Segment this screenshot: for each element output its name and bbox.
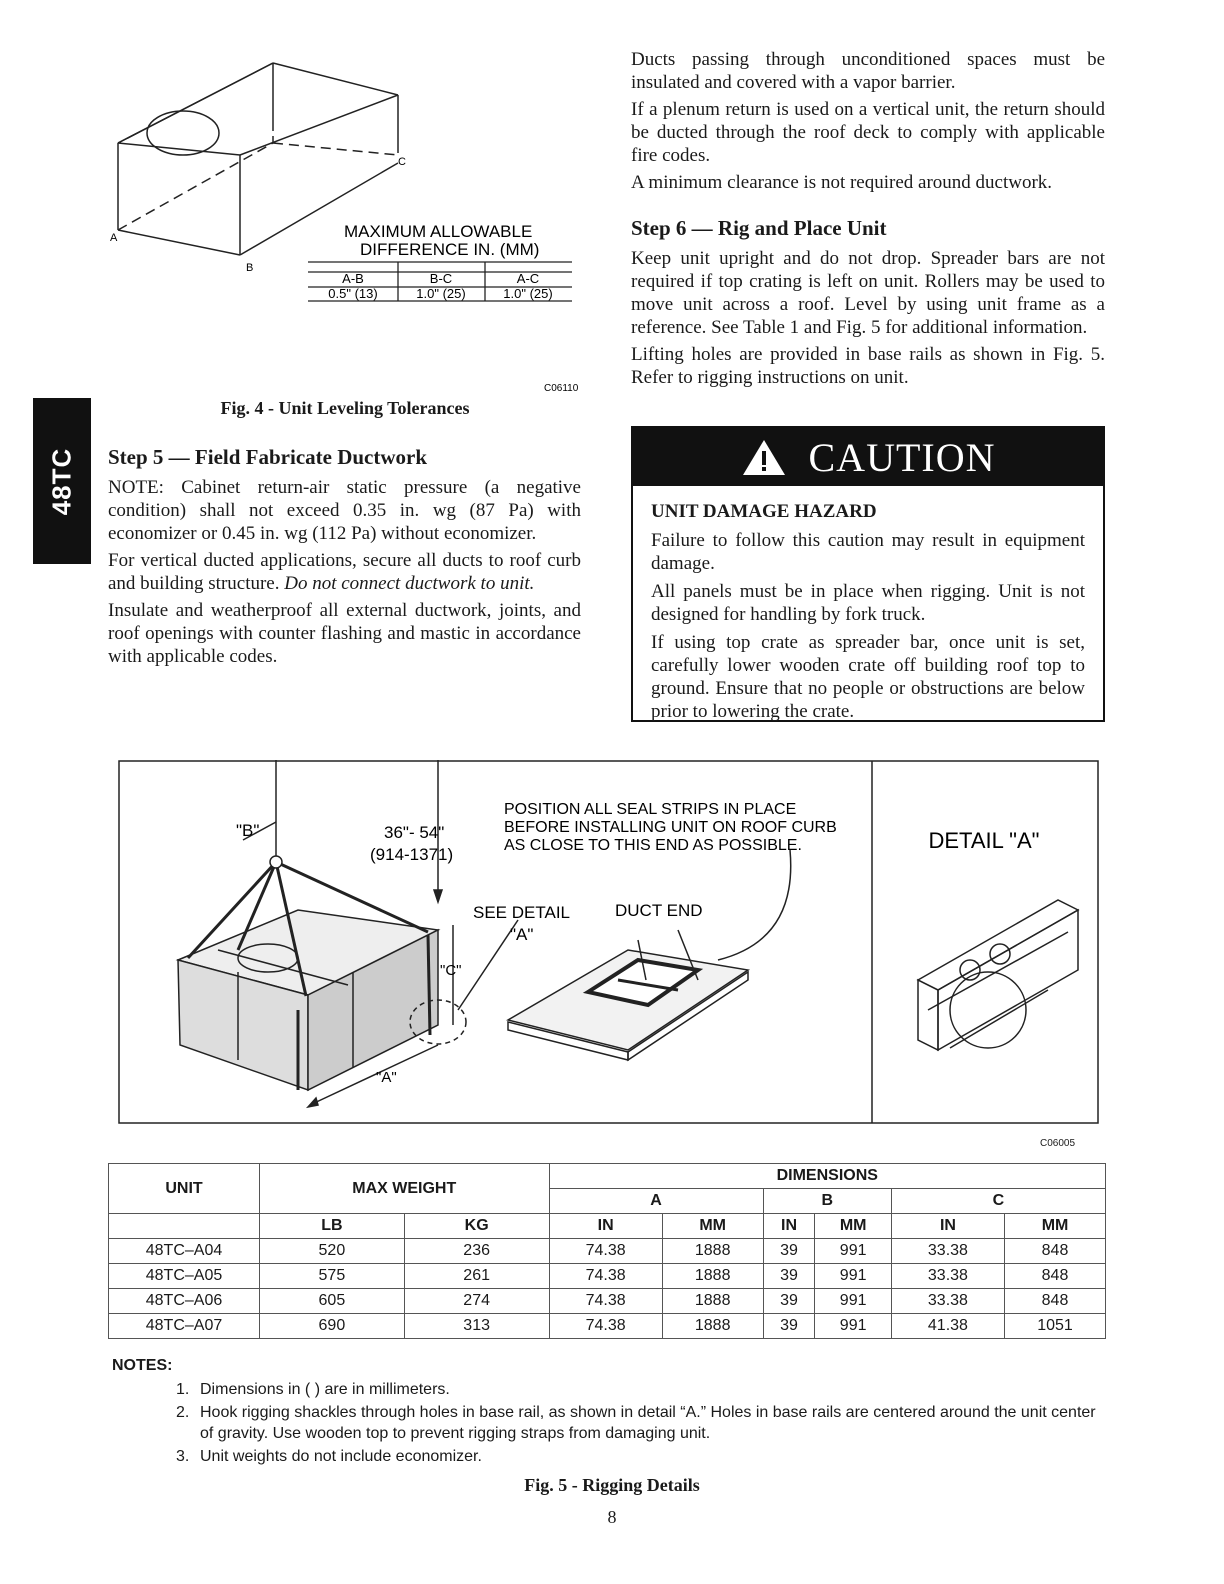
detail-title: DETAIL "A" <box>928 828 1040 853</box>
th-lb: LB <box>260 1214 405 1239</box>
fig4-caption: Fig. 4 - Unit Leveling Tolerances <box>220 398 470 418</box>
cell: 74.38 <box>549 1314 662 1339</box>
th-dimensions: DIMENSIONS <box>549 1164 1105 1189</box>
dim-range: 36"- 54" <box>384 823 445 842</box>
tol-value-bc: 1.0" (25) <box>416 286 466 301</box>
label-a: "A" <box>376 1069 397 1086</box>
right-para3: A minimum clearance is not required around ductwork. <box>631 172 1053 193</box>
cell: 236 <box>404 1239 549 1264</box>
cell: 991 <box>815 1239 891 1264</box>
para2-text: For vertical ducted applications, secure all ducts to roof curb and building structure. <box>108 550 581 594</box>
rigged-unit <box>178 760 518 1107</box>
th-c-in: IN <box>891 1214 1004 1239</box>
cell: 848 <box>1005 1239 1106 1264</box>
label-c: "C" <box>440 962 462 979</box>
step6-para1: Keep unit upright and do not drop. Spreader bars are not required if top crating is left on unit. Rollers may be used to move unit across a roof. Level by using unit frame as a reference. See Table 1 and Fig. 5 for additional information. <box>631 248 1105 338</box>
right-column <box>631 48 1105 393</box>
caution-para3: If using top crate as spreader bar, once unit is set, carefully lower wooden crate off building roof top to ground. Ensure that no people or obstructions are below prior to lowering the crate. <box>651 632 1085 722</box>
step5-heading: Step 5 — Field Fabricate Ductwork <box>108 445 428 469</box>
caution-header <box>633 428 1103 486</box>
cell: 39 <box>763 1264 815 1289</box>
note-num: 2. <box>176 1404 190 1421</box>
note-num: 3. <box>176 1448 190 1465</box>
side-tab-label: 48TC <box>46 447 77 515</box>
cell: 39 <box>763 1314 815 1339</box>
cell: 74.38 <box>549 1289 662 1314</box>
cell: 274 <box>404 1289 549 1314</box>
detail-rail <box>918 900 1078 1050</box>
th-a-in: IN <box>549 1214 662 1239</box>
table-row <box>109 1289 1106 1314</box>
th-dim-b: B <box>763 1189 891 1214</box>
tol-header-ab: A-B <box>342 271 364 286</box>
duct-end: DUCT END <box>615 901 703 920</box>
note-text: Unit weights do not include economizer. <box>200 1448 482 1465</box>
tol-value-ab: 0.5" (13) <box>328 286 378 301</box>
caution-box <box>631 426 1105 722</box>
note-label: NOTE: <box>108 477 164 498</box>
th-blank <box>109 1214 260 1239</box>
th-dim-c: C <box>891 1189 1105 1214</box>
corner-c: C <box>398 156 406 168</box>
cell: 605 <box>260 1289 405 1314</box>
step5-para2 <box>108 549 581 595</box>
table-row <box>109 1264 1106 1289</box>
cell: 690 <box>260 1314 405 1339</box>
fig5-caption: Fig. 5 - Rigging Details <box>524 1475 700 1495</box>
fig4-diagram <box>108 55 588 394</box>
label-b: "B" <box>236 821 260 840</box>
para2-italic: Do not connect ductwork to unit. <box>284 573 535 594</box>
cell: 39 <box>763 1239 815 1264</box>
th-b-in: IN <box>763 1214 815 1239</box>
box-edge <box>118 63 273 143</box>
cell: 74.38 <box>549 1264 662 1289</box>
cell: 991 <box>815 1289 891 1314</box>
cell: 33.38 <box>891 1264 1004 1289</box>
see-detail-2: "A" <box>510 925 534 944</box>
th-max-weight: MAX WEIGHT <box>260 1164 550 1214</box>
right-para2: If a plenum return is used on a vertical unit, the return should be ducted through the roof deck to comply with applicable fire codes. <box>631 99 1105 166</box>
corner-b: B <box>246 262 254 274</box>
dim-range-mm: (914-1371) <box>370 845 454 864</box>
warning-triangle-icon <box>741 437 787 477</box>
step5-section <box>108 445 581 672</box>
th-b-mm: MM <box>815 1214 891 1239</box>
notes-section: NOTES: 1. Dimensions in ( ) are in millimeters. 2. Hook rigging shackles through holes in base rail, as shown in detail “A.” Holes in base rails are centered around the unit center of gravity. Use wooden top to prevent rigging straps from damaging unit. 3. Unit weights do not include economizer. <box>112 1357 1108 1469</box>
cell: 1051 <box>1005 1314 1106 1339</box>
cell: 1888 <box>662 1264 763 1289</box>
step6-para2: Lifting holes are provided in base rails as shown in Fig. 5. Refer to rigging instructions on unit. <box>631 344 1105 388</box>
position-line1: POSITION ALL SEAL STRIPS IN PLACE <box>504 801 797 818</box>
corner-a: A <box>110 232 118 244</box>
cell: 575 <box>260 1264 405 1289</box>
notes-label: NOTES <box>112 1357 168 1374</box>
cell: 41.38 <box>891 1314 1004 1339</box>
cell: 48TC–A04 <box>109 1239 260 1264</box>
cell: 1888 <box>662 1314 763 1339</box>
fig5-code: C06005 <box>1040 1138 1076 1149</box>
step5-note <box>108 476 581 545</box>
fig4-title-line1: MAXIMUM ALLOWABLE <box>344 222 533 241</box>
cell: 1888 <box>662 1239 763 1264</box>
note-text: Hook rigging shackles through holes in base rail, as shown in detail “A.” Holes in base rails are centered around the unit center of gravity. Use wooden top to prevent rigging straps from damaging unit. <box>200 1404 1096 1442</box>
th-dim-a: A <box>549 1189 763 1214</box>
position-line2: BEFORE INSTALLING UNIT ON ROOF CURB <box>504 819 837 836</box>
cell: 1888 <box>662 1289 763 1314</box>
page-number: 8 <box>607 1507 617 1527</box>
cell: 33.38 <box>891 1239 1004 1264</box>
cell: 848 <box>1005 1264 1106 1289</box>
fig4-title-line2: DIFFERENCE IN. (MM) <box>360 240 540 259</box>
caution-para1: Failure to follow this caution may result in equipment damage. <box>651 530 1085 574</box>
caution-para2: All panels must be in place when rigging. Unit is not designed for handling by fork truck. <box>651 581 1085 625</box>
cell: 33.38 <box>891 1289 1004 1314</box>
cell: 48TC–A05 <box>109 1264 260 1289</box>
th-kg: KG <box>404 1214 549 1239</box>
tol-value-ac: 1.0" (25) <box>503 286 553 301</box>
side-tab <box>33 398 91 564</box>
table-row <box>109 1239 1106 1264</box>
note-text: Cabinet return-air static pressure (a negative condition) shall not exceed 0.35 in. wg (87 Pa) with economizer or 0.45 in. wg (112 Pa) without economizer. <box>108 477 581 544</box>
tol-header-ac: A-C <box>516 271 540 286</box>
roof-curb <box>508 850 791 1060</box>
cell: 48TC–A07 <box>109 1314 260 1339</box>
note-item <box>176 1402 1108 1444</box>
fig5-diagram <box>118 760 1106 1126</box>
cell: 848 <box>1005 1289 1106 1314</box>
table-row <box>109 1314 1106 1339</box>
note-text: Dimensions in ( ) are in millimeters. <box>200 1381 450 1398</box>
cell: 313 <box>404 1314 549 1339</box>
step5-para3: Insulate and weatherproof all external ductwork, joints, and roof openings with counter flashing and mastic in accordance with applicable codes. <box>108 600 581 667</box>
step6-heading: Step 6 — Rig and Place Unit <box>631 216 887 240</box>
th-unit: UNIT <box>109 1164 260 1214</box>
cell: 48TC–A06 <box>109 1289 260 1314</box>
cell: 39 <box>763 1289 815 1314</box>
cell: 991 <box>815 1314 891 1339</box>
caution-hazard: UNIT DAMAGE HAZARD <box>651 501 877 522</box>
cell: 261 <box>404 1264 549 1289</box>
see-detail-1: SEE DETAIL <box>473 903 570 922</box>
cell: 991 <box>815 1264 891 1289</box>
th-c-mm: MM <box>1005 1214 1106 1239</box>
caution-title: CAUTION <box>808 434 996 480</box>
th-a-mm: MM <box>662 1214 763 1239</box>
tol-header-bc: B-C <box>429 271 453 286</box>
cell: 74.38 <box>549 1239 662 1264</box>
note-item <box>176 1379 1108 1400</box>
cell: 520 <box>260 1239 405 1264</box>
position-line3: AS CLOSE TO THIS END AS POSSIBLE. <box>504 837 802 854</box>
dimensions-table <box>108 1163 1106 1339</box>
fig4-code: C06110 <box>544 383 579 394</box>
right-para1: Ducts passing through unconditioned spaces must be insulated and covered with a vapor barrier. <box>631 49 1105 93</box>
note-item <box>176 1446 1108 1467</box>
note-num: 1. <box>176 1381 190 1398</box>
